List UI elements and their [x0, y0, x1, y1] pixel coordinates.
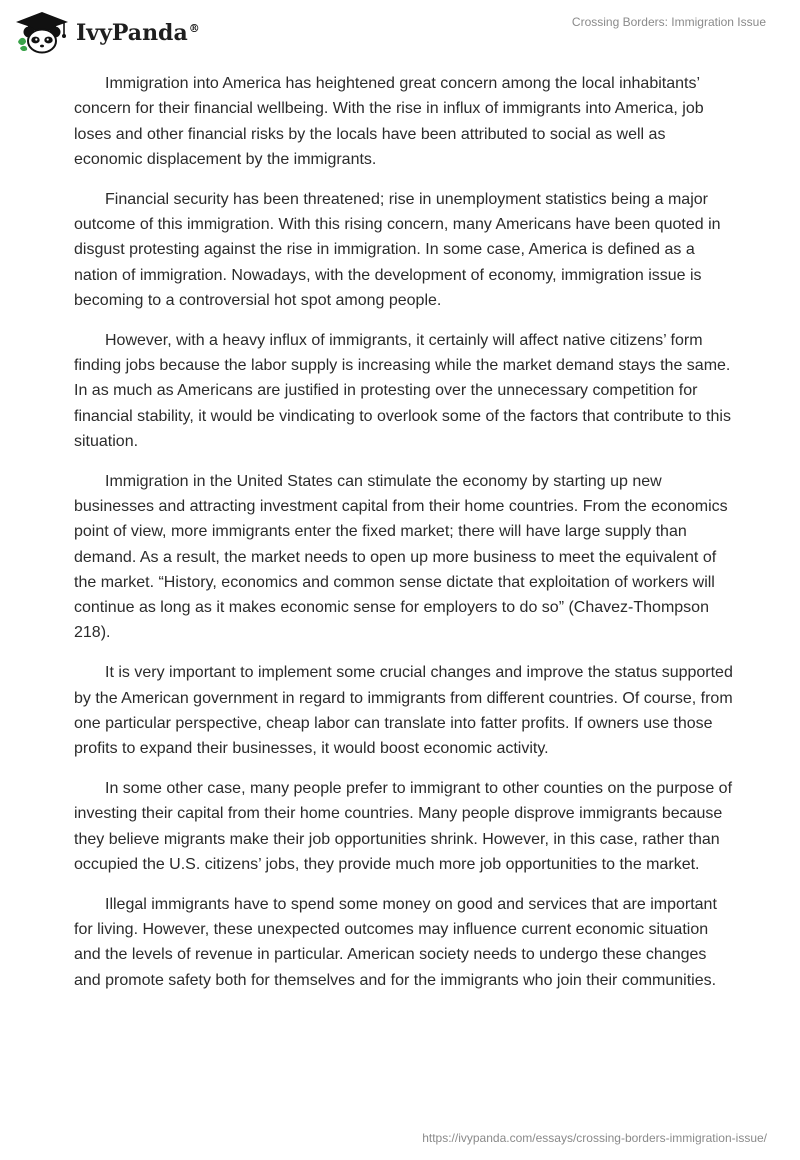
essay-paragraph: Illegal immigrants have to spend some money on good and services that are important for living. However, these unexpected outcomes may influence current economic situation and the levels of revenue in particular. American society needs to undergo these changes and promote safety both for themselves and for the immigrants who join their communities. [74, 895, 717, 989]
source-url[interactable]: https://ivypanda.com/essays/crossing-borders-immigration-issue/ [422, 1131, 767, 1145]
essay-body [74, 71, 734, 1007]
page-header [0, 0, 800, 64]
brand-name [76, 20, 200, 46]
document-title: Crossing Borders: Immigration Issue [571, 15, 766, 29]
brand-name-text: IvyPanda [76, 20, 188, 46]
essay-paragraph: In some other case, many people prefer to immigrant to other counties on the purpose of investing their capital from their home countries. Many people disprove immigrants because they believe migrants make their job opportunities shrink. However, in this case, rather than occupied the U.S. citizens’ jobs, they provide much more job opportunities to the market. [74, 779, 733, 873]
essay-paragraph: Immigration into America has heightened great concern among the local inhabitants’ concern for their financial wellbeing. With the rise in influx of immigrants into America, job loses and other financial risks by the locals have been attributed to social as well as economic displacement by the immigrants. [74, 75, 704, 168]
panda-graduate-icon [12, 8, 72, 54]
brand-registered-mark: ® [188, 21, 200, 35]
essay-paragraph: Immigration in the United States can stimulate the economy by starting up new businesses and attracting investment capital from their home countries. From the economics point of view, more immigrants enter the fixed market; there will have large supply than demand. As a result, the market needs to open up more business to meet the equivalent of the market. “History, economics and common sense dictate that exploitation of workers will continue as long as it makes economic sense for employers to do so” (Chavez-Thompson 218). [74, 472, 728, 642]
essay-paragraph: Financial security has been threatened; rise in unemployment statistics being a major outcome of this immigration. With this rising concern, many Americans have been quoted in disgust protesting against the rise in immigration. In some case, America is defined as a nation of immigration. Nowadays, with the development of economy, immigration issue is becoming to a controversial hot spot among people. [74, 190, 721, 309]
essay-paragraph: However, with a heavy influx of immigrants, it certainly will affect native citizens’ form finding jobs because the labor supply is increasing while the market demand stays the same. In as much as Americans are justified in protesting over the unnecessary competition for financial stability, it would be vindicating to overlook some of the factors that contribute to this situation. [74, 331, 731, 450]
ivypanda-logo[interactable] [12, 8, 222, 56]
essay-paragraph: It is very important to implement some crucial changes and improve the status supported by the American government in regard to immigrants from different countries. Of course, from one particular perspective, cheap labor can translate into fatter profits. If owners use those profits to expand their businesses, it would boost economic activity. [74, 664, 733, 758]
